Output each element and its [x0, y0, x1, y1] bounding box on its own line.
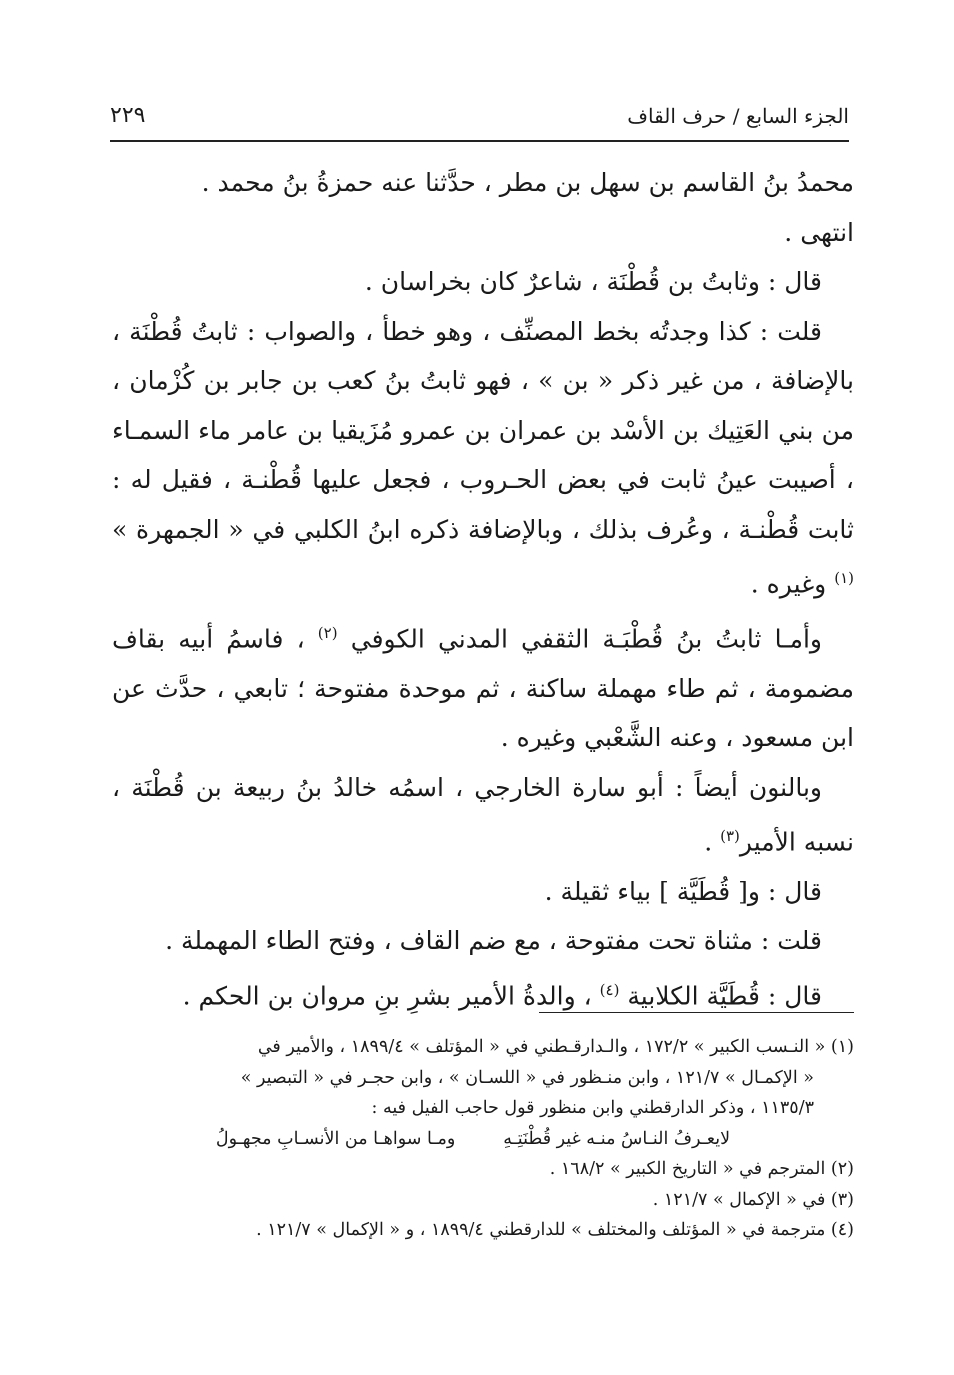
- footnote-3: (٣) في « الإكمال » ١٢١/٧ .: [652, 1189, 854, 1210]
- paragraph-6: قال : و[ قُطَيَّة ] بياء ثقيلة .: [544, 876, 822, 906]
- paragraph-5-end: .: [704, 827, 721, 857]
- header-rule: [110, 140, 849, 142]
- footnote-4: (٤) مترجمة في « المؤتلف والمختلف » للدارقطني ١٨٩٩/٤ ، و « الإكمال » ١٢١/٧ .: [256, 1220, 854, 1240]
- paragraph-7: قلت : مثناة تحت مفتوحة ، مع ضم القاف ، وفتح الطاء المهملة .: [165, 926, 822, 956]
- main-text: [112, 158, 854, 1021]
- paragraph-5: [112, 763, 854, 867]
- paragraph-4-end: ، فاسمُ أبيه بقاف مضمومة ، ثم طاء مهملة ساكنة ، ثم موحدة مفتوحة ؛ تابعي ، حدَّث عن ابن مسعود ، وعنه الشَّعْبي وغيره .: [112, 624, 854, 753]
- paragraph-8-start: قال : قُطَيَّة الكلابية: [627, 981, 822, 1011]
- poetry-verse: [112, 1124, 854, 1155]
- paragraph-1-line-2: انتهى .: [784, 217, 854, 247]
- footnote-ref-3: (٣): [720, 827, 740, 846]
- running-title: الجزء السابع / حرف القاف: [627, 104, 849, 128]
- verse-first-hemistich: لايعـرفُ النـاسُ منـه غير قُطْنَتِـهِ: [503, 1128, 731, 1149]
- paragraph-8-end: ، والدةُ الأمير بشرِ بنِ مروان بن الحكم .: [182, 981, 600, 1011]
- verse-second-hemistich: ومـا سواهـا من الأنسـابِ مجهـولُ: [215, 1128, 456, 1149]
- footnote-1-line-3: ١١٣٥/٣ ، وذكر الدارقطني وابن منظور قول حاجب الفيل فيه :: [371, 1098, 814, 1118]
- footnote-ref-4: (٤): [599, 980, 620, 999]
- footnote-2: (٢) المترجم في « التاريخ الكبير » ١٦٨/٢ .: [549, 1159, 854, 1179]
- paragraph-5-start: وبالنون أيضاً : أبو سارة الخارجي ، اسمُه خالدُ بنُ ربيعة بن قُطْنَة ، نسبه الأمير: [112, 772, 854, 857]
- footnote-rule: [539, 1012, 854, 1013]
- footnotes: [112, 1032, 854, 1246]
- paragraph-4: [112, 609, 854, 763]
- footnote-1-line-1: (١) « النـسب الكبير » ١٧٢/٢ ، والـدارقـطني في « المؤتلف » ١٨٩٩/٤ ، والأمير في: [257, 1037, 854, 1057]
- paragraph-4-start: وأمـا ثابتُ بنُ قُطْبَـة الثقفي المدني الكوفي: [350, 624, 823, 654]
- paragraph-3-end: وغيره .: [750, 569, 835, 599]
- footnote-ref-1: (١): [834, 569, 854, 587]
- page-header: [110, 88, 849, 128]
- paragraph-2: قال : وثابتُ بن قُطْنَة ، شاعرٌ كان بخراسان .: [364, 267, 822, 296]
- paragraph-3-text: قلت : كذا وجدتُه بخط المصنِّف ، وهو خطأ ، والصواب : ثابتُ قُطْنَة ، بالإضافة ، من غير ذكر « بن » ، فهو ثابتُ بنُ كعب بن جابر بن كُزْمان ، من بني العَتِيك بن الأسْد بن عمران بن عمرو مُزَيقيا بن عامر ماء السمـاء ، أصيبت عينُ ثابت في بعض الحـروب ، فجعل عليها قُطْنـة ، فقيل له : ثابت قُطْنـة ، وعُرف بذلك ، وبالإضافة ذكره ابنُ الكلبي في « الجمهرة »: [112, 316, 854, 544]
- paragraph-1-line-1: محمدُ بنُ القاسم بن سهل بن مطر ، حدَّثنا عنه حمزةُ بنُ محمد .: [201, 168, 854, 197]
- footnote-1-line-2: « الإكمـال » ١٢١/٧ ، وابن منـظور في « اللسـان » ، وابن حجـر في « التبصير »: [240, 1067, 814, 1088]
- page-number: ٢٢٩: [110, 103, 146, 128]
- paragraph-3: [112, 307, 854, 609]
- footnote-ref-2: (٢): [317, 623, 338, 642]
